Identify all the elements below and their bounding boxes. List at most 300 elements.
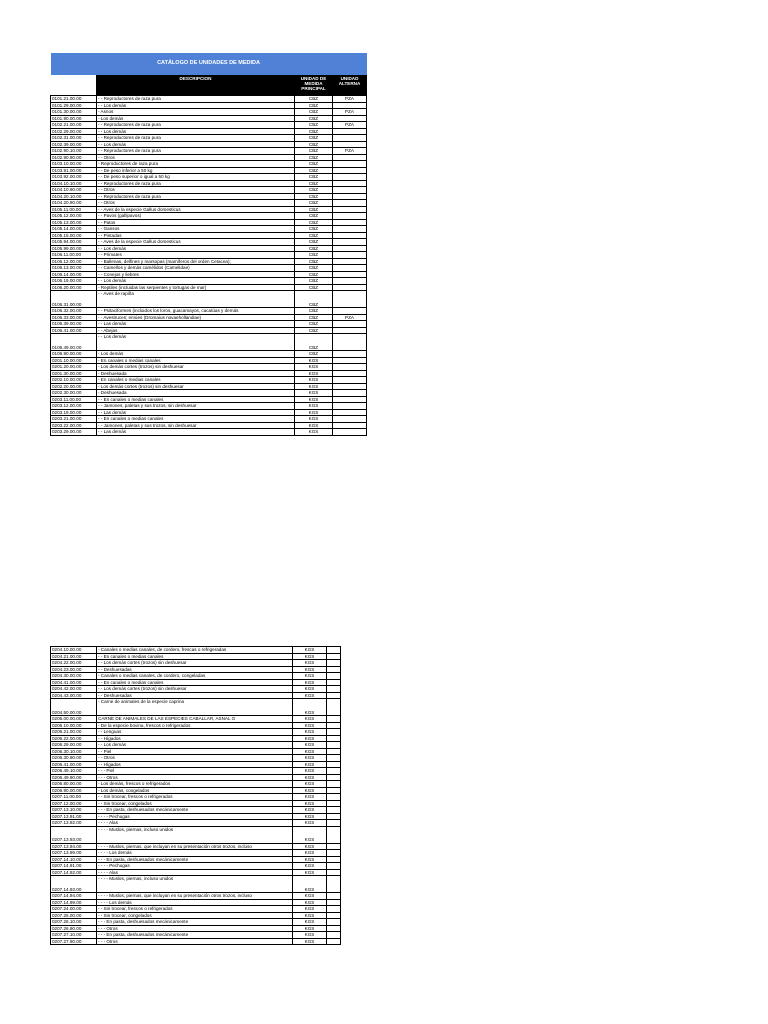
cell-unit-principal: KGS	[293, 925, 327, 932]
cell-unit-principal: KGS	[295, 429, 333, 436]
cell-unit-principal: KGS	[293, 742, 327, 749]
cell-unit-principal: CBZ	[295, 96, 333, 103]
cell-unit-principal: KGS	[293, 820, 327, 827]
cell-description: - - - Otros	[97, 938, 293, 945]
cell-code: 0204.42.00.00	[51, 686, 97, 693]
cell-unit-principal: KGS	[295, 416, 333, 423]
cell-unit-principal: CBZ	[295, 180, 333, 187]
cell-unit-alterna: PZA	[333, 109, 367, 116]
cell-unit-principal: KGS	[293, 729, 327, 736]
cell-code: 0106.20.00.00	[51, 284, 97, 291]
cell-code: 0106.11.00.00	[51, 252, 97, 259]
cell-description: - - - - Muslos, piernas, incluso unidos	[97, 826, 293, 843]
cell-unit-principal: KGS	[293, 679, 327, 686]
cell-unit-principal: CBZ	[295, 161, 333, 168]
cell-description: - Deshuesada	[97, 390, 295, 397]
cell-unit-principal: CBZ	[295, 213, 333, 220]
cell-description: - - Jamones, paletas y sus trozos, sin deshuesar	[97, 422, 295, 429]
cell-unit-principal: KGS	[293, 735, 327, 742]
cell-description: - - Los demás	[97, 278, 295, 285]
cell-unit-principal: KGS	[295, 364, 333, 371]
cell-unit-principal: KGS	[293, 692, 327, 699]
cell-code: 0204.50.00.00	[51, 699, 97, 716]
cell-description: - - Los demás	[97, 141, 295, 148]
cell-code: 0204.30.00.00	[51, 673, 97, 680]
cell-unit-principal: KGS	[293, 699, 327, 716]
cell-unit-principal: KGS	[293, 906, 327, 913]
cell-code: 0102.29.00.00	[51, 128, 97, 135]
cell-code: 0207.13.92.00	[51, 820, 97, 827]
cell-unit-principal: KGS	[293, 716, 327, 723]
cell-code: 0102.39.00.00	[51, 141, 97, 148]
cell-code: 0206.90.00.00	[51, 787, 97, 794]
cell-code: 0206.21.00.00	[51, 729, 97, 736]
cell-unit-principal: CBZ	[295, 265, 333, 272]
cell-code: 0106.39.00.00	[51, 321, 97, 328]
cell-description: - - - - Pechugas	[97, 863, 293, 870]
cell-description: - - Deshuesadas	[97, 666, 293, 673]
cell-code: 0103.91.00.00	[51, 167, 97, 174]
cell-code: 0204.43.00.00	[51, 692, 97, 699]
cell-unit-principal: KGS	[293, 932, 327, 939]
cell-code: 0207.27.10.00	[51, 932, 97, 939]
cell-unit-principal: KGS	[293, 919, 327, 926]
cell-code: 0204.21.00.00	[51, 653, 97, 660]
cell-description: - - - Otros	[97, 774, 293, 781]
cell-description: - - Los demás cortes (trozos) sin deshuesar	[97, 660, 293, 667]
cell-code: 0207.13.91.00	[51, 813, 97, 820]
catalog-table-2	[50, 646, 341, 945]
cell-code: 0203.19.00.00	[51, 409, 97, 416]
cell-description: - - Reproductores de raza pura	[97, 122, 295, 129]
cell-unit-principal: CBZ	[295, 200, 333, 207]
cell-unit-principal: CBZ	[295, 115, 333, 122]
cell-unit-principal: CBZ	[295, 258, 333, 265]
header-unidad-principal: UNIDAD DE MEDIDA PRINCIPAL	[295, 76, 333, 96]
cell-unit-principal: KGS	[293, 826, 327, 843]
cell-description: - - Reproductores de raza pura	[97, 96, 295, 103]
cell-description: - - Gansos	[97, 226, 295, 233]
cell-unit-alterna	[333, 334, 367, 351]
cell-description: - Los demás, frescos o refrigerados	[97, 781, 293, 788]
cell-unit-principal: CBZ	[295, 291, 333, 308]
cell-unit-principal: CBZ	[295, 141, 333, 148]
cell-description: - - Conejos y liebres	[97, 271, 295, 278]
cell-unit-principal: CBZ	[295, 314, 333, 321]
cell-code: 0206.29.00.00	[51, 742, 97, 749]
cell-unit-principal: CBZ	[295, 135, 333, 142]
cell-description: - Reproductores de raza pura	[97, 161, 295, 168]
cell-description: - - Sin trocear, frescos o refrigerados	[97, 906, 293, 913]
cell-description: - - Sin trocear, congelados	[97, 800, 293, 807]
cell-unit-principal: CBZ	[295, 102, 333, 109]
cell-unit-principal: KGS	[293, 748, 327, 755]
cell-code: 0207.14.99.00	[51, 899, 97, 906]
cell-description: - En canales o medias canales	[97, 357, 295, 364]
cell-unit-principal: KGS	[293, 673, 327, 680]
cell-code: 0205.00.00.00	[51, 716, 97, 723]
cell-code: 0105.94.00.00	[51, 239, 97, 246]
cell-description: - - Piel	[97, 748, 293, 755]
cell-unit-alterna	[333, 291, 367, 308]
catalog-title-row	[51, 53, 367, 76]
cell-code: 0102.90.10.00	[51, 148, 97, 155]
cell-description: - - Primates	[97, 252, 295, 259]
cell-unit-alterna	[333, 429, 367, 436]
cell-code: 0207.14.92.00	[51, 869, 97, 876]
cell-description: - - Los demás cortes (trozos) sin deshuesar	[97, 686, 293, 693]
cell-description: - - - En pasta, deshuesados mecánicamente	[97, 807, 293, 814]
cell-description: - - Sin trocear, congelados	[97, 912, 293, 919]
cell-description: - Los demás, congelados	[97, 787, 293, 794]
cell-description: - En canales o medias canales	[97, 377, 295, 384]
cell-description: - - Jamones, paletas y sus trozos, sin deshuesar	[97, 403, 295, 410]
cell-unit-principal: CBZ	[295, 148, 333, 155]
cell-unit-principal: CBZ	[295, 122, 333, 129]
cell-description: - - Otros	[97, 187, 295, 194]
cell-code: 0204.23.00.00	[51, 666, 97, 673]
cell-unit-principal: KGS	[293, 787, 327, 794]
cell-code: 0101.21.00.00	[51, 96, 97, 103]
cell-code: 0206.22.00.00	[51, 735, 97, 742]
cell-description: - De la especie bovina, frescos o refrigerados	[97, 722, 293, 729]
cell-description: - - Ballenas, delfines y marsopas (mamíferos del orden Cetacea);	[97, 258, 295, 265]
cell-unit-principal: KGS	[293, 893, 327, 900]
cell-description: - - - - Alas	[97, 820, 293, 827]
cell-code: 0207.13.99.00	[51, 850, 97, 857]
cell-description: - - Hígados	[97, 761, 293, 768]
cell-unit-principal: CBZ	[295, 239, 333, 246]
cell-code: 0207.14.10.00	[51, 856, 97, 863]
cell-unit-principal: KGS	[293, 899, 327, 906]
cell-code: 0102.21.00.00	[51, 122, 97, 129]
cell-description: - Los demás	[97, 351, 295, 358]
cell-code: 0106.33.00.00	[51, 314, 97, 321]
column-header-row	[51, 76, 367, 96]
cell-unit-alterna: PZA	[333, 148, 367, 155]
cell-code: 0106.14.00.00	[51, 271, 97, 278]
header-unidad-alterna: UNIDAD ALTERNA	[333, 76, 367, 96]
cell-code: 0105.15.00.00	[51, 232, 97, 239]
cell-description: - - Patos	[97, 219, 295, 226]
cell-unit-principal: KGS	[295, 403, 333, 410]
cell-description: - - Reproductores de raza pura	[97, 148, 295, 155]
table-row	[51, 291, 367, 308]
cell-code: 0102.90.90.00	[51, 154, 97, 161]
cell-code: 0103.10.00.00	[51, 161, 97, 168]
table-row	[51, 429, 367, 436]
cell-unit-alterna: PZA	[333, 314, 367, 321]
cell-description: - - - - Alas	[97, 869, 293, 876]
cell-description: - - Las demás	[97, 409, 295, 416]
cell-description: - - Reproductores de raza pura	[97, 135, 295, 142]
table-row	[51, 334, 367, 351]
cell-code: 0203.21.00.00	[51, 416, 97, 423]
cell-code: 0207.25.00.00	[51, 912, 97, 919]
cell-description: - - Reproductores de raza pura	[97, 193, 295, 200]
cell-code: 0106.49.00.00	[51, 334, 97, 351]
table-row	[51, 938, 341, 945]
cell-code: 0106.90.00.00	[51, 351, 97, 358]
cell-code: 0104.20.10.00	[51, 193, 97, 200]
cell-description: - - - En pasta, deshuesados mecánicamente	[97, 856, 293, 863]
cell-unit-principal: KGS	[293, 761, 327, 768]
cell-description: - - Los demás	[97, 128, 295, 135]
cell-unit-alterna: PZA	[333, 122, 367, 129]
cell-unit-principal: CBZ	[295, 167, 333, 174]
cell-code: 0203.22.00.00	[51, 422, 97, 429]
cell-code: 0104.20.90.00	[51, 200, 97, 207]
cell-code: 0106.31.00.00	[51, 291, 97, 308]
cell-code: 0206.30.90.00	[51, 755, 97, 762]
cell-code: 0206.30.10.00	[51, 748, 97, 755]
cell-description: - - Pintadas	[97, 232, 295, 239]
cell-code: 0201.20.00.00	[51, 364, 97, 371]
catalog-body-2	[51, 647, 341, 945]
cell-unit-principal: KGS	[295, 409, 333, 416]
cell-code: 0106.32.00.00	[51, 308, 97, 315]
cell-description: - - - Piel	[97, 768, 293, 775]
cell-unit-alterna	[327, 699, 341, 716]
cell-description: - - Los demás	[97, 742, 293, 749]
cell-description: - - En canales o medias canales	[97, 416, 295, 423]
cell-unit-principal: CBZ	[295, 226, 333, 233]
cell-description: - - Aves de la especie Gallus domesticus	[97, 206, 295, 213]
cell-code: 0207.26.10.00	[51, 919, 97, 926]
cell-code: 0207.14.94.00	[51, 893, 97, 900]
cell-code: 0207.13.94.00	[51, 843, 97, 850]
cell-code: 0202.20.00.00	[51, 383, 97, 390]
cell-unit-principal: KGS	[293, 912, 327, 919]
cell-description: - - Camellos y demás camélidos (Camelidae)	[97, 265, 295, 272]
cell-description: - - Aves de la especie Gallus domesticus	[97, 239, 295, 246]
cell-description: - Los demás	[97, 115, 295, 122]
cell-description: - - Abejas	[97, 327, 295, 334]
cell-description: - - En canales o medias canales	[97, 396, 295, 403]
cell-code: 0101.29.00.00	[51, 102, 97, 109]
cell-unit-principal: KGS	[295, 370, 333, 377]
cell-unit-principal: KGS	[295, 422, 333, 429]
cell-unit-alterna: PZA	[333, 96, 367, 103]
cell-unit-principal: KGS	[293, 768, 327, 775]
cell-code: 0207.27.90.00	[51, 938, 97, 945]
cell-description: - - Avestruces; emúes (Dromaius novaehollandiae)	[97, 314, 295, 321]
cell-code: 0101.90.00.00	[51, 115, 97, 122]
cell-description: - - Otros	[97, 154, 295, 161]
cell-code: 0105.99.00.00	[51, 245, 97, 252]
cell-unit-principal: KGS	[293, 666, 327, 673]
cell-description: - - Hígados	[97, 735, 293, 742]
cell-unit-principal: CBZ	[295, 109, 333, 116]
cell-description: - - - - Muslos, piernas, que incluyan en su presentación otros trozos, incluso	[97, 893, 293, 900]
cell-unit-alterna	[327, 938, 341, 945]
cell-description: - Reptiles (incluidas las serpientes y tortugas de mar)	[97, 284, 295, 291]
cell-unit-principal: CBZ	[295, 284, 333, 291]
cell-description: - - En canales o medias canales	[97, 653, 293, 660]
cell-description: - Deshuesada	[97, 370, 295, 377]
cell-unit-principal: KGS	[295, 383, 333, 390]
cell-code: 0105.11.00.00	[51, 206, 97, 213]
cell-description: - - Sin trocear, frescos o refrigerados	[97, 794, 293, 801]
cell-unit-principal: KGS	[293, 794, 327, 801]
cell-description: - - - Otros	[97, 925, 293, 932]
cell-code: 0201.10.00.00	[51, 357, 97, 364]
cell-unit-principal: CBZ	[295, 128, 333, 135]
cell-description: - - En canales o medias canales	[97, 679, 293, 686]
cell-description: - - Otros	[97, 200, 295, 207]
cell-code: 0207.14.91.00	[51, 863, 97, 870]
cell-description: - - De peso inferior a 50 kg	[97, 167, 295, 174]
cell-unit-principal: KGS	[293, 850, 327, 857]
cell-description: - - Psitaciformes (incluidos los loros, guacamayos, cacatúas y demás	[97, 308, 295, 315]
cell-description: - - Las demás	[97, 321, 295, 328]
cell-unit-principal: CBZ	[295, 351, 333, 358]
table-row	[51, 876, 341, 893]
cell-description: - - - - Los demás	[97, 850, 293, 857]
cell-unit-principal: KGS	[293, 856, 327, 863]
cell-code: 0207.24.00.00	[51, 906, 97, 913]
cell-code: 0105.13.00.00	[51, 219, 97, 226]
cell-unit-principal: KGS	[293, 813, 327, 820]
cell-unit-principal: KGS	[295, 357, 333, 364]
cell-description: - - De peso superior o igual a 50 kg	[97, 174, 295, 181]
cell-code: 0203.11.00.00	[51, 396, 97, 403]
cell-unit-alterna	[327, 876, 341, 893]
cell-description: - - Los demás	[97, 334, 295, 351]
cell-code: 0202.10.00.00	[51, 377, 97, 384]
cell-description: - - Deshuesadas	[97, 692, 293, 699]
cell-description: - Canales o medias canales, de cordero, frescas o refrigeradas	[97, 647, 293, 654]
cell-unit-principal: CBZ	[295, 321, 333, 328]
table-row	[51, 699, 341, 716]
cell-description: - Los demás cortes (trozos) sin deshuesar	[97, 383, 295, 390]
cell-code: 0106.41.00.00	[51, 327, 97, 334]
cell-unit-principal: CBZ	[295, 327, 333, 334]
cell-unit-principal: CBZ	[295, 206, 333, 213]
cell-unit-principal: KGS	[293, 938, 327, 945]
cell-unit-principal: CBZ	[295, 334, 333, 351]
catalog-table-1	[50, 53, 367, 436]
cell-code: 0207.26.90.00	[51, 925, 97, 932]
cell-description: - - Los demás	[97, 102, 295, 109]
cell-unit-principal: CBZ	[295, 154, 333, 161]
cell-unit-principal: CBZ	[295, 308, 333, 315]
header-code-blank	[51, 76, 97, 96]
cell-unit-principal: KGS	[293, 653, 327, 660]
cell-description: - - - En pasta, deshuesados mecánicamente	[97, 932, 293, 939]
cell-code: 0206.49.10.00	[51, 768, 97, 775]
cell-code: 0207.11.00.00	[51, 794, 97, 801]
header-descripcion: DESCRIPCION	[97, 76, 295, 96]
cell-unit-principal: KGS	[293, 807, 327, 814]
cell-code: 0105.14.00.00	[51, 226, 97, 233]
cell-code: 0203.12.00.00	[51, 403, 97, 410]
cell-code: 0106.19.00.00	[51, 278, 97, 285]
cell-code: 0207.13.10.00	[51, 807, 97, 814]
cell-code: 0201.30.00.00	[51, 370, 97, 377]
cell-unit-principal: KGS	[293, 755, 327, 762]
cell-code: 0204.41.00.00	[51, 679, 97, 686]
cell-description: - - - En pasta, deshuesados mecánicamente	[97, 919, 293, 926]
cell-code: 0204.10.00.00	[51, 647, 97, 654]
catalog-body-1	[51, 96, 367, 436]
cell-unit-principal: CBZ	[295, 219, 333, 226]
cell-code: 0103.92.00.00	[51, 174, 97, 181]
cell-code: 0202.30.00.00	[51, 390, 97, 397]
cell-description: - - - - Pechugas	[97, 813, 293, 820]
cell-code: 0206.49.90.00	[51, 774, 97, 781]
cell-description: - Asnos	[97, 109, 295, 116]
cell-unit-principal: KGS	[293, 863, 327, 870]
cell-unit-principal: KGS	[295, 377, 333, 384]
cell-unit-principal: CBZ	[295, 271, 333, 278]
cell-description: - - Pavos (gallipavos)	[97, 213, 295, 220]
cell-unit-principal: KGS	[293, 876, 327, 893]
table-row	[51, 826, 341, 843]
cell-unit-principal: KGS	[293, 843, 327, 850]
cell-unit-principal: CBZ	[295, 232, 333, 239]
cell-code: 0102.31.00.00	[51, 135, 97, 142]
cell-code: 0203.29.00.00	[51, 429, 97, 436]
catalog-title: CATÁLOGO DE UNIDADES DE MEDIDA	[51, 53, 367, 76]
cell-code: 0106.13.00.00	[51, 265, 97, 272]
cell-unit-principal: CBZ	[295, 193, 333, 200]
cell-description: - - Las demás	[97, 429, 295, 436]
cell-description: - - - - Los demás	[97, 899, 293, 906]
cell-description: - Los demás cortes (trozos) sin deshuesar	[97, 364, 295, 371]
cell-code: 0204.22.00.00	[51, 660, 97, 667]
cell-unit-principal: KGS	[293, 781, 327, 788]
cell-unit-principal: KGS	[293, 686, 327, 693]
cell-description: - Canales o medias canales, de cordero, congeladas	[97, 673, 293, 680]
cell-unit-principal: KGS	[293, 722, 327, 729]
cell-code: 0206.41.00.00	[51, 761, 97, 768]
cell-unit-principal: KGS	[293, 660, 327, 667]
cell-code: 0106.12.00.00	[51, 258, 97, 265]
cell-unit-principal: CBZ	[295, 174, 333, 181]
cell-description: - - Los demás	[97, 245, 295, 252]
cell-description: - Carne de animales de la especie caprina	[97, 699, 293, 716]
cell-unit-principal: KGS	[293, 647, 327, 654]
cell-unit-principal: KGS	[293, 800, 327, 807]
cell-description: - - Otros	[97, 755, 293, 762]
cell-unit-principal: CBZ	[295, 252, 333, 259]
cell-unit-principal: CBZ	[295, 245, 333, 252]
cell-unit-alterna	[327, 826, 341, 843]
cell-description: - - - - Muslos, piernas, que incluyan en su presentación otros trozos, incluso	[97, 843, 293, 850]
cell-code: 0105.12.00.00	[51, 213, 97, 220]
cell-code: 0207.13.93.00	[51, 826, 97, 843]
cell-code: 0101.30.00.00	[51, 109, 97, 116]
cell-code: 0206.10.00.00	[51, 722, 97, 729]
cell-unit-principal: KGS	[295, 396, 333, 403]
cell-description: - - Reproductores de raza pura	[97, 180, 295, 187]
cell-code: 0104.10.10.00	[51, 180, 97, 187]
cell-code: 0207.14.93.00	[51, 876, 97, 893]
cell-code: 0207.12.00.00	[51, 800, 97, 807]
cell-code: 0206.80.00.00	[51, 781, 97, 788]
cell-unit-principal: CBZ	[295, 278, 333, 285]
cell-unit-principal: KGS	[293, 774, 327, 781]
cell-code: 0104.10.90.00	[51, 187, 97, 194]
cell-unit-principal: KGS	[293, 869, 327, 876]
cell-description: - - - - Muslos, piernas, incluso unidos	[97, 876, 293, 893]
cell-description: - - Aves de rapiña	[97, 291, 295, 308]
cell-unit-principal: CBZ	[295, 187, 333, 194]
cell-unit-principal: KGS	[295, 390, 333, 397]
cell-description: CARNE DE ANIMALES DE LAS ESPECIES CABALLAR, ASNAL O	[97, 716, 293, 723]
cell-description: - - Lenguas	[97, 729, 293, 736]
